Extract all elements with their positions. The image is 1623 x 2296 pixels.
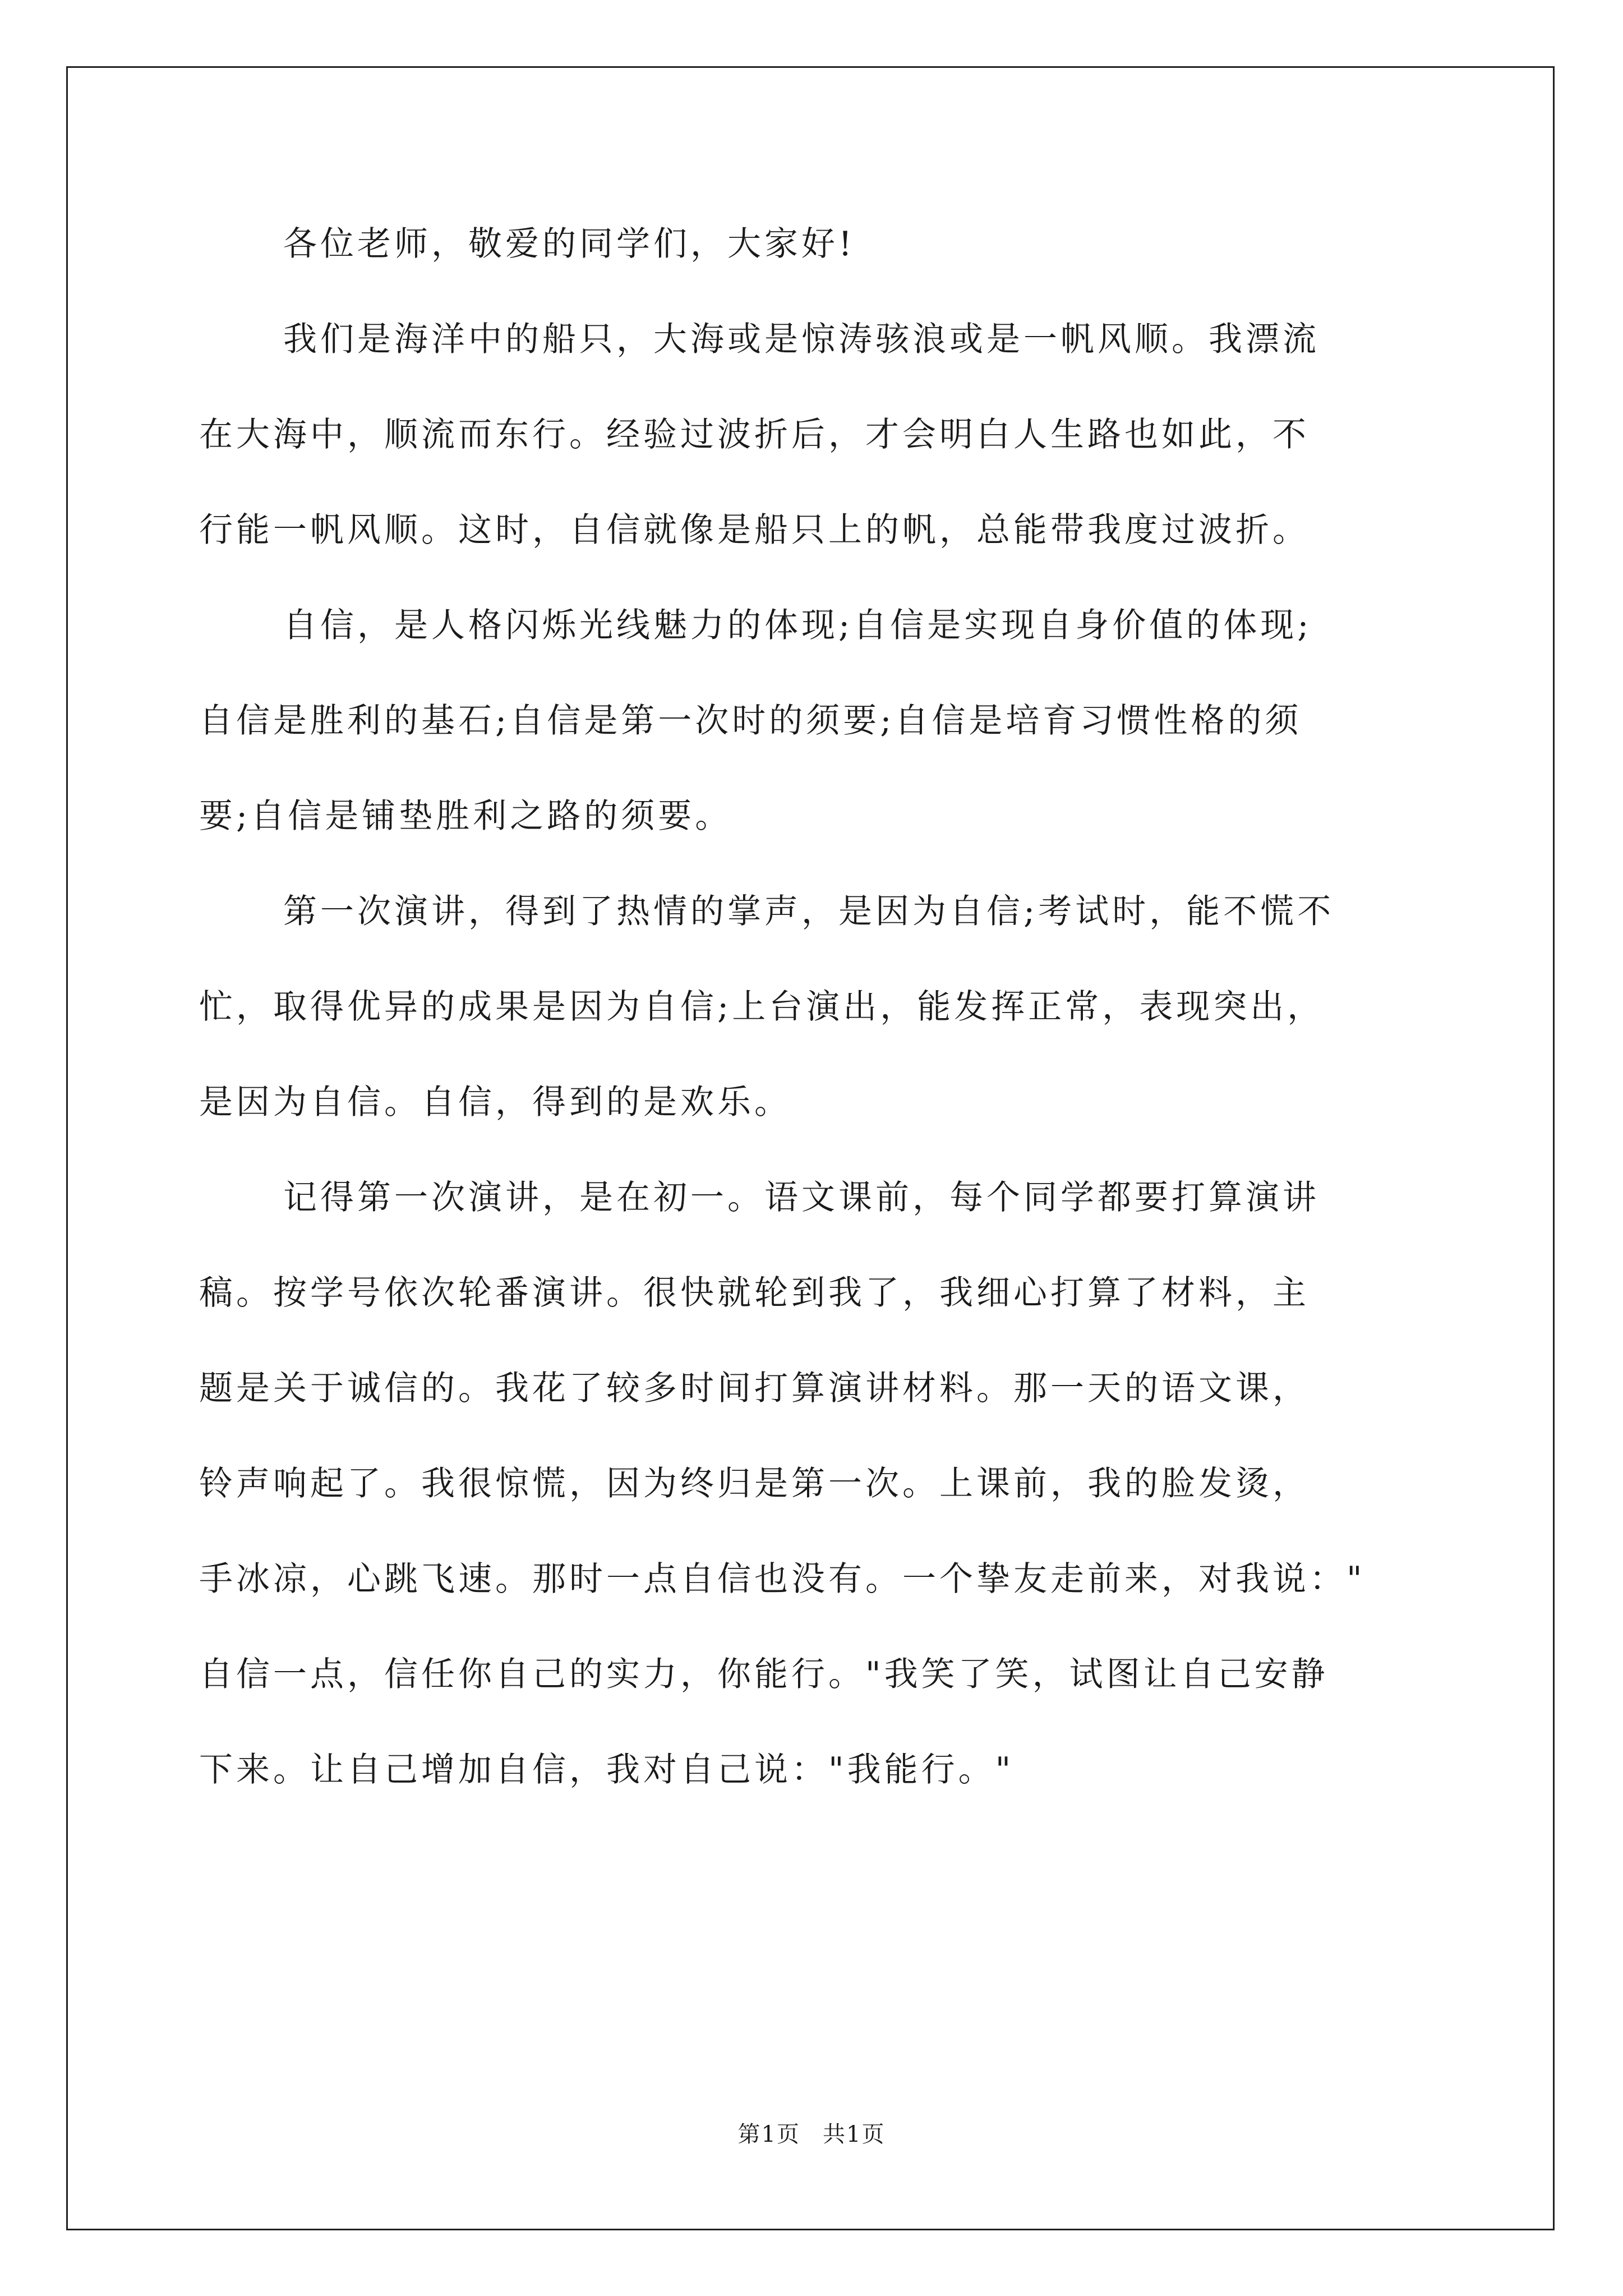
text-line: 要;自信是铺垫胜利之路的须要。 [199, 797, 732, 836]
text-line: 是因为自信。自信，得到的是欢乐。 [199, 1083, 791, 1122]
text-line: 我们是海洋中的船只，大海或是惊涛骇浪或是一帆风顺。我漂流 [283, 320, 1320, 359]
text-line: 下来。让自己增加自信，我对自己说："我能行。" [199, 1750, 1015, 1789]
text-line: 第一次演讲，得到了热情的掌声，是因为自信;考试时，能不慌不 [283, 892, 1335, 931]
text-line: 自信一点，信任你自己的实力，你能行。"我笑了笑，试图让自己安静 [199, 1655, 1329, 1694]
text-line: 题是关于诚信的。我花了较多时间打算演讲材料。那一天的语文课， [199, 1369, 1310, 1408]
text-line: 自信是胜利的基石;自信是第一次时的须要;自信是培育习惯性格的须 [199, 701, 1302, 740]
page-footer [0, 2118, 1623, 2151]
text-line: 自信，是人格闪烁光线魅力的体现;自信是实现自身价值的体现; [283, 606, 1312, 645]
text-line: 各位老师，敬爱的同学们，大家好! [283, 224, 856, 264]
text-line: 在大海中，顺流而东行。经验过波折后，才会明白人生路也如此，不 [199, 415, 1310, 454]
document-body [199, 210, 1422, 1832]
text-line: 忙，取得优异的成果是因为自信;上台演出，能发挥正常，表现突出， [199, 987, 1325, 1027]
page-total: 共1页 [823, 2122, 886, 2147]
text-line: 手冰凉，心跳飞速。那时一点自信也没有。一个挚友走前来，对我说：" [199, 1559, 1366, 1599]
page-number: 第1页 [737, 2122, 800, 2147]
text-line: 稿。按学号依次轮番演讲。很快就轮到我了，我细心打算了材料，主 [199, 1273, 1310, 1313]
text-line: 铃声响起了。我很惊慌，因为终归是第一次。上课前，我的脸发烫， [199, 1464, 1310, 1503]
text-line: 记得第一次演讲，是在初一。语文课前，每个同学都要打算演讲 [283, 1178, 1320, 1217]
text-line: 行能一帆风顺。这时，自信就像是船只上的帆，总能带我度过波折。 [199, 510, 1310, 550]
